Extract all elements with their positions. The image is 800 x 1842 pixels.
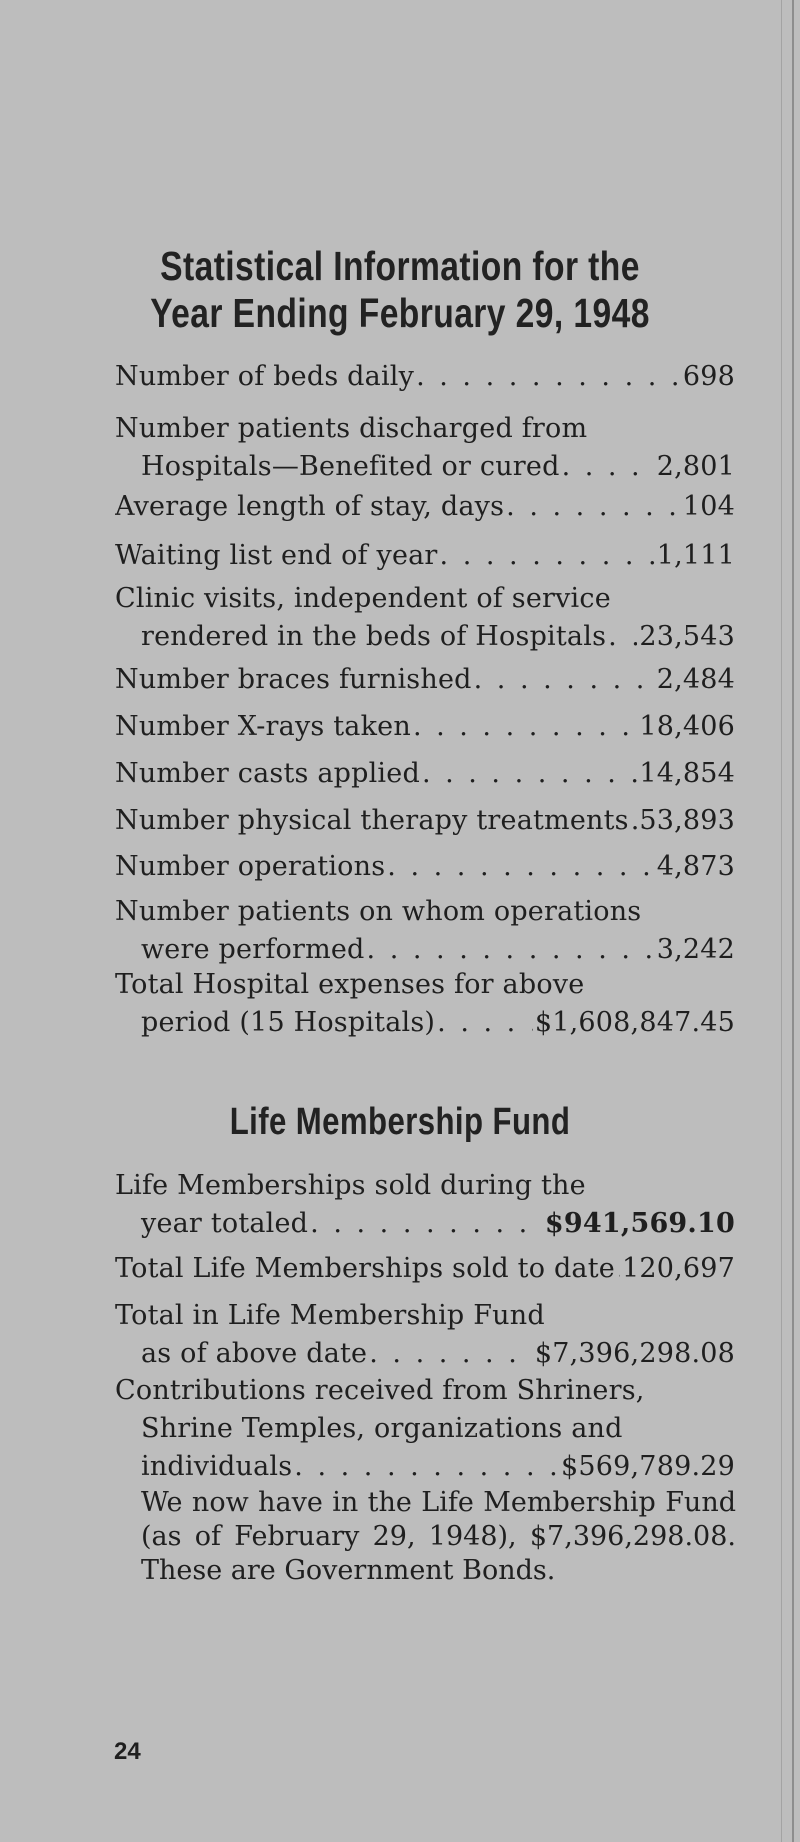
stat-xrays: [115, 708, 735, 746]
stat-average-stay: [115, 488, 735, 526]
stat-braces: [115, 661, 735, 699]
stat-label: Number of beds daily: [115, 361, 415, 392]
stat-value: $7,396,298.08: [534, 1338, 735, 1369]
stat-label: Waiting list end of year: [115, 540, 438, 571]
stat-label-line1: Life Memberships sold during the: [115, 1170, 586, 1201]
stat-value: 1,111: [656, 540, 735, 571]
stat-value: 698: [682, 361, 735, 392]
stat-label: as of above date: [141, 1338, 368, 1369]
stat-label-line1: Number patients discharged from: [115, 413, 588, 444]
life-memberships-sold-year: [115, 1167, 735, 1243]
stat-operations: [115, 848, 735, 886]
stat-value: 53,893: [639, 805, 735, 836]
stat-label-line1: Number patients on whom operations: [115, 896, 642, 927]
stat-value: 120,697: [621, 1253, 735, 1284]
life-memberships-total-sold: [115, 1250, 735, 1288]
stat-discharged: [115, 410, 735, 486]
stat-label: Average length of stay, days: [115, 491, 505, 522]
stat-label-line1: Total Hospital expenses for above: [115, 969, 585, 1000]
stat-physical-therapy: [115, 802, 735, 840]
page-edge-inner: [781, 0, 782, 1842]
stat-label: Number braces furnished: [115, 664, 472, 695]
stat-value: 14,854: [639, 758, 735, 789]
stat-clinic-visits: [115, 580, 735, 656]
stat-hospital-expenses: [115, 966, 735, 1042]
stat-label: period (15 Hospitals): [141, 1007, 436, 1038]
stat-label: were performed: [141, 934, 365, 965]
stat-value: 104: [682, 491, 735, 522]
stat-value: 4,873: [656, 851, 735, 882]
life-membership-fund-total: [115, 1297, 735, 1373]
stat-label: Total Life Memberships sold to date: [115, 1253, 615, 1284]
stat-casts: [115, 755, 735, 793]
stat-label-line1: Total in Life Membership Fund: [115, 1300, 545, 1331]
stat-value: 18,406: [639, 711, 735, 742]
stat-label-line1: Contributions received from Shriners,: [115, 1375, 645, 1406]
stat-waiting-list: [115, 537, 735, 575]
closing-paragraph: We now have in the Life Membership Fund (as of February 29, 1948), $7,396,298.08. These are Government Bonds.: [141, 1487, 736, 1586]
page-title-line-2: Year Ending February 29, 1948: [150, 290, 650, 336]
section-heading-life-membership: Life Membership Fund: [229, 1101, 571, 1143]
stat-value: $569,789.29: [561, 1451, 735, 1482]
contributions-received: [115, 1372, 735, 1486]
stat-label-line2: Shrine Temples, organizations and: [141, 1413, 623, 1444]
stat-label: year totaled: [141, 1208, 309, 1239]
stat-label: individuals: [141, 1451, 293, 1482]
stat-patients-operated: [115, 893, 735, 969]
stat-label: Number physical therapy treatments: [115, 805, 629, 836]
stat-value: 2,801: [656, 451, 735, 482]
page-number: 24: [114, 1738, 141, 1765]
stat-value: 23,543: [639, 621, 735, 652]
stat-beds-daily: [115, 358, 735, 396]
page-title-line-1: Statistical Information for the: [160, 243, 640, 289]
stat-label: Number casts applied: [115, 758, 420, 789]
stat-label: rendered in the beds of Hospitals: [141, 621, 607, 652]
page-edge: [792, 0, 794, 1842]
stat-value: 2,484: [656, 664, 735, 695]
stat-label: Number operations: [115, 851, 386, 882]
stat-label: Hospitals—Benefited or cured: [141, 451, 560, 482]
stat-value: $1,608,847.45: [534, 1007, 735, 1038]
stat-label-line1: Clinic visits, independent of service: [115, 583, 611, 614]
stat-value: 3,242: [656, 934, 735, 965]
stat-label: Number X-rays taken: [115, 711, 411, 742]
stat-value: $941,569.10: [544, 1208, 735, 1239]
